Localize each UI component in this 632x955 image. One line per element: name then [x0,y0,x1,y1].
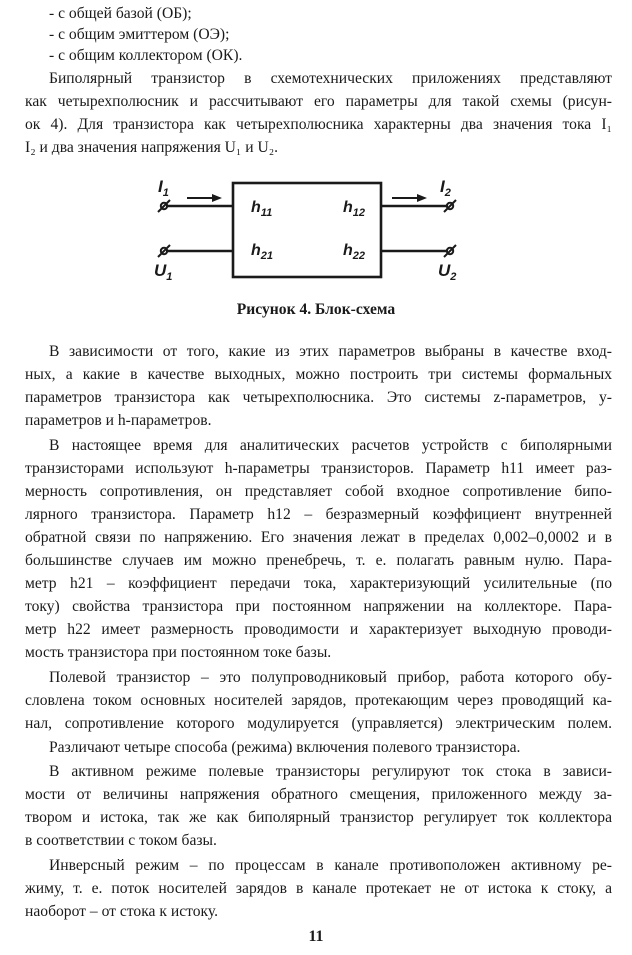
paragraph-line: Различают четыре способа (режима) включения полевого транзистора. [49,739,521,756]
paragraph-line: транзисторами используют h-параметры транзисторов. Параметр h11 имеет раз- [25,460,612,477]
paragraph-line: нал, сопротивление которого модулируется (управляется) электрическим полем. [25,715,612,732]
paragraph-line: словлена током основных носителей зарядов, протекающим через проводящий ка- [25,692,612,709]
paragraph-line: В зависимости от того, какие из этих параметров выбраны в качестве вход- [49,343,612,360]
label-i2: $I_2$ [440,177,451,199]
paragraph-line: жиму, т. е. поток носителей зарядов в канале протекает не от истока к стоку, а [25,880,612,897]
paragraph-line: ок 4). Для транзистора как четырехполюсника характерны два значения тока I₁ [25,116,612,133]
paragraph-line: параметров транзистора как четырехполюсника. Это системы z-параметров, y- [25,389,612,406]
paragraph-line: мерность сопротивления, он представляет собой входное сопротивление бипо- [25,483,612,500]
list-item: - с общей базой (ОБ); [49,5,192,22]
paragraph-line: току) свойства транзистора при постоянном напряжении на коллекторе. Пара- [25,598,612,615]
terminal-icon [158,200,170,212]
block-diagram [140,170,470,290]
paragraph-line: большинстве случаев им можно пренебречь, т. е. полагать равным нулю. Пара- [25,552,612,569]
paragraph-line: метр h21 – коэффициент передачи тока, характеризующий усилительные (по [25,575,612,592]
paragraph-line: Полевой транзистор – это полупроводниковый прибор, работа которого обу- [49,669,612,686]
paragraph-line: мости от величины напряжения обратного смещения, приложенного между за- [25,786,612,803]
paragraph-line: твором и истока, так же как биполярный транзистор регулирует ток коллектора [25,809,612,826]
paragraph-line: ных, а какие в качестве выходных, можно построить три системы формальных [25,366,612,383]
arrow-right-icon [392,194,427,202]
label-h11: $h_{11}$ [251,199,273,219]
paragraph-line: Инверсный режим – по процессам в канале противоположен активному ре- [49,857,612,874]
terminal-icon [158,245,170,257]
paragraph-line: В настоящее время для аналитических расчетов устройств с биполярными [49,437,612,454]
page-number: 11 [308,928,324,945]
paragraph-line: параметров и h-параметров. [25,412,212,429]
label-h22: $h_{22}$ [343,242,366,262]
paragraph-line: в соответствии с током базы. [25,832,217,849]
list-item: - с общим эмиттером (ОЭ); [49,26,230,43]
paragraph-line: В активном режиме полевые транзисторы регулируют ток стока в зависи- [49,763,612,780]
paragraph-line: мость транзистора при постоянном токе базы. [25,644,332,661]
paragraph-line: Биполярный транзистор в схемотехнических приложениях представляют [49,70,612,87]
quadripole-box [233,183,381,277]
arrow-right-icon [187,194,222,202]
paragraph-line: лярного транзистора. Параметр h12 – безразмерный коэффициент внутренней [25,506,612,523]
paragraph-line: I₂ и два значения напряжения U₁ и U₂. [25,139,279,156]
list-item: - с общим коллектором (ОК). [49,47,243,64]
paragraph-line: как четырехполюсник и рассчитывают его параметры для такой схемы (рисун- [25,93,612,110]
label-u1: $U_1$ [154,261,173,283]
paragraph-line: метр h22 имеет размерность проводимости и характеризует выходную проводи- [25,621,612,638]
figure-caption: Рисунок 4. Блок-схема [236,301,396,318]
paragraph-line: обратной связи по напряжению. Его значения лежат в пределах 0,002–0,0002 и в [25,529,612,546]
label-h21: $h_{21}$ [251,242,274,262]
label-h12: $h_{12}$ [343,199,366,219]
label-i1: $I_1$ [158,177,169,199]
label-u2: $U_2$ [438,261,457,283]
paragraph-line: наоборот – от стока к истоку. [25,903,219,920]
